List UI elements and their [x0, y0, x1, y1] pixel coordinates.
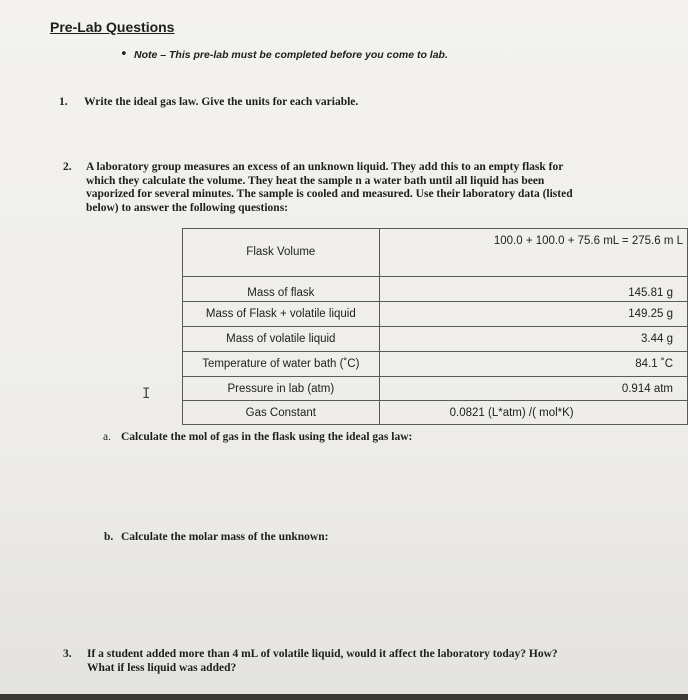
page-bottom-edge [0, 694, 688, 700]
table-cell-label: Gas Constant [183, 401, 380, 425]
table-cell-value: 149.25 g [379, 302, 687, 327]
question-2-line: below) to answer the following questions: [86, 201, 289, 214]
table-cell-value: 84.1 ˚C [379, 352, 687, 377]
question-2-number: 2. [63, 161, 72, 173]
table-cell-label: Mass of flask [183, 277, 380, 302]
table-cell-label: Mass of volatile liquid [183, 327, 380, 352]
table-cell-value: 0.914 atm [379, 377, 687, 401]
table-cell-value: 0.0821 (L*atm) /( mol*K) [379, 401, 687, 425]
text-cursor-icon: I [142, 386, 151, 402]
question-1-text: Write the ideal gas law. Give the units for each variable. [84, 96, 359, 108]
question-2-text [86, 161, 631, 215]
page-title: Pre-Lab Questions [50, 19, 175, 35]
question-2-line: A laboratory group measures an excess of an unknown liquid. They add this to an empty flask for [86, 161, 564, 173]
table-cell-label: Temperature of water bath (˚C) [183, 352, 380, 377]
table-cell-value: 100.0 + 100.0 + 75.6 mL = 275.6 m L [379, 229, 687, 277]
lab-data-table [182, 228, 688, 425]
table-cell-value: 3.44 g [379, 327, 687, 352]
question-2-line: vaporized for several minutes. The sample is cooled and measured. Use their laboratory data (listed [86, 188, 573, 200]
question-3-number: 3. [63, 648, 72, 660]
subquestion-a-letter: a. [103, 431, 111, 443]
subquestion-b-letter: b. [104, 531, 114, 543]
question-1-number: 1. [59, 96, 68, 108]
table-row [183, 352, 688, 377]
question-3-line: If a student added more than 4 mL of volatile liquid, would it affect the laboratory today? How? [87, 648, 558, 660]
note-text: Note – This pre-lab must be completed before you come to lab. [134, 49, 448, 61]
table-row [183, 327, 688, 352]
subquestion-b-text: Calculate the molar mass of the unknown: [121, 531, 329, 543]
question-3-line: What if less liquid was added? [87, 662, 237, 674]
table-cell-label: Mass of Flask + volatile liquid [183, 302, 380, 327]
note-bullet: • [120, 47, 128, 62]
question-2-line: which they calculate the volume. They heat the sample n a water bath until all liquid has been [86, 174, 545, 187]
subquestion-a-text: Calculate the mol of gas in the flask using the ideal gas law: [121, 431, 413, 443]
table-cell-value: 145.81 g [379, 277, 687, 302]
table-cell-label: Pressure in lab (atm) [183, 377, 380, 401]
table-row [183, 377, 688, 401]
table-row [183, 401, 688, 425]
table-row [183, 302, 688, 327]
table-row [183, 229, 688, 277]
table-cell-label: Flask Volume [183, 229, 380, 277]
table-row [183, 277, 688, 302]
